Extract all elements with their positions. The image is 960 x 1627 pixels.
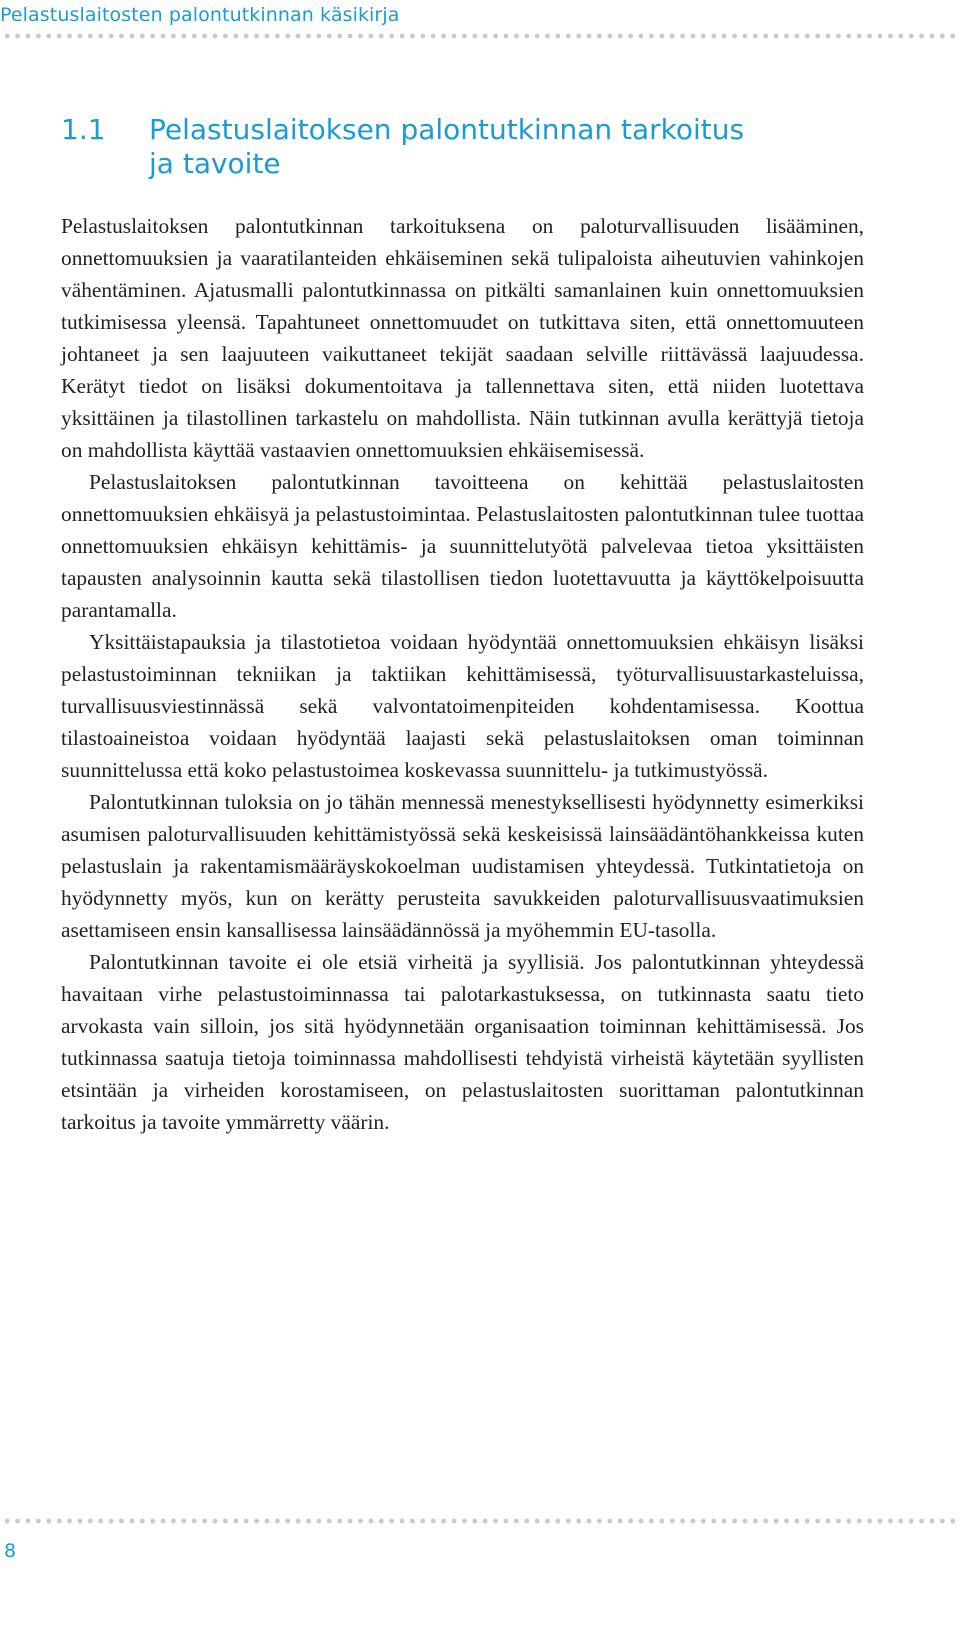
section-heading — [61, 113, 921, 181]
section-title-line-2: ja tavoite — [149, 147, 281, 180]
paragraph-1: Pelastuslaitoksen palontutkinnan tarkoituksena on paloturvallisuuden lisääminen, onnettomuuksien ja vaaratilanteiden ehkäiseminen sekä tulipaloista aiheutuvien vahinkojen vähentäminen. Ajatusmalli palontutkinnassa on pitkälti samanlainen kuin onnettomuuksien tutkimisessa yleensä. Tapahtuneet onnettomuudet on tutkittava siten, että onnettomuuteen johtaneet ja sen laajuuteen vaikuttaneet tekijät saadaan selville riittävässä laajuudessa. Kerätyt tiedot on lisäksi dokumentoitava ja tallennettava siten, että niiden luotettava yksittäinen ja tilastollinen tarkastelu on mahdollista. Näin tutkinnan avulla kerättyjä tietoja on mahdollista käyttää vastaavien onnettomuuksien ehkäisemisessä. — [61, 214, 864, 462]
section-number: 1.1 — [61, 113, 106, 146]
paragraph-5: Palontutkinnan tavoite ei ole etsiä virheitä ja syyllisiä. Jos palontutkinnan yhteydessä havaitaan virhe pelastustoiminnassa tai palotarkastuksessa, on tutkinnasta saatu tieto arvokasta vain silloin, jos sitä hyödynnetään organisaation toiminnan kehittämisessä. Jos tutkinnassa saatuja tietoja toiminnassa mahdollisesti tehdyistä virheistä käytetään syyllisten etsintään ja virheiden korostamiseen, on pelastuslaitosten suorittaman palontutkinnan tarkoitus ja tavoite ymmärretty väärin. — [61, 950, 864, 1134]
section-title — [149, 113, 921, 181]
paragraph-2: Pelastuslaitoksen palontutkinnan tavoitteena on kehittää pelastuslaitosten onnettomuuksien ehkäisyä ja pelastustoimintaa. Pelastuslaitosten palontutkinnan tulee tuottaa onnettomuuksien ehkäisyn kehittämis- ja suunnittelutyötä palvelevaa tietoa yksittäisten tapausten analysoinnin kautta sekä tilastollisen tiedon luotettavuutta ja käyttökelpoisuutta parantamalla. — [61, 470, 864, 622]
body-text — [61, 210, 864, 1138]
page-number: 8 — [4, 1540, 17, 1562]
header-dotted-divider — [0, 33, 960, 39]
section-title-line-1: Pelastuslaitoksen palontutkinnan tarkoitus — [149, 113, 745, 146]
footer-dotted-divider — [0, 1518, 960, 1524]
running-header-title: Pelastuslaitosten palontutkinnan käsikirja — [0, 4, 400, 26]
paragraph-4: Palontutkinnan tuloksia on jo tähän mennessä menestyksellisesti hyödynnetty esimerkiksi asumisen paloturvallisuuden kehittämistyössä sekä keskeisissä lainsäädäntöhankkeissa kuten pelastuslain ja rakentamismääräyskokoelman uudistamisen yhteydessä. Tutkintatietoja on hyödynnetty myös, kun on kerätty perusteita savukkeiden paloturvallisuusvaatimuksien asettamiseen ensin kansallisessa lainsäädännössä ja myöhemmin EU-tasolla. — [61, 790, 864, 942]
paragraph-3: Yksittäistapauksia ja tilastotietoa voidaan hyödyntää onnettomuuksien ehkäisyn lisäksi pelastustoiminnan tekniikan ja taktiikan kehittämisessä, työturvallisuustarkasteluissa, turvallisuusviestinnässä sekä valvontatoimenpiteiden kohdentamisessa. Koottua tilastoaineistoa voidaan hyödyntää laajasti sekä pelastuslaitoksen oman toiminnan suunnittelussa että koko pelastustoimea koskevassa suunnittelu- ja tutkimustyössä. — [61, 630, 864, 782]
